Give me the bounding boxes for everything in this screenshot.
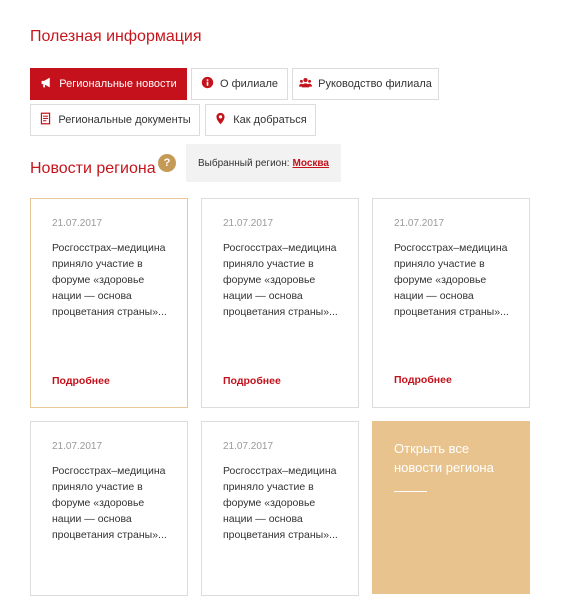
- tab-label: Руководство филиала: [318, 78, 432, 90]
- news-text: Росгосстрах–медицина приняло участие в форуме «здоровье нации — основа процветания страны»...: [52, 465, 167, 541]
- document-icon: [39, 112, 52, 128]
- news-card[interactable]: [201, 421, 359, 596]
- tab-regional-news[interactable]: [30, 68, 187, 100]
- info-icon: [201, 76, 214, 92]
- news-card[interactable]: [30, 421, 188, 596]
- map-pin-icon: [214, 112, 227, 128]
- open-all-news-label: Открыть все новости региона: [394, 441, 494, 475]
- read-more-link[interactable]: Подробнее: [223, 375, 281, 387]
- region-link[interactable]: Москва: [292, 157, 329, 169]
- news-section-title: Новости региона: [30, 160, 156, 177]
- news-text: Росгосстрах–медицина приняло участие в форуме «здоровье нации — основа процветания страны»...: [52, 242, 167, 318]
- read-more-link[interactable]: Подробнее: [52, 375, 110, 387]
- tab-label: Как добраться: [233, 114, 307, 126]
- section-title: Полезная информация: [30, 28, 202, 45]
- tab-how-to-get[interactable]: [205, 104, 316, 136]
- help-icon[interactable]: ?: [158, 154, 176, 172]
- megaphone-icon: [40, 76, 53, 92]
- tab-branch-management[interactable]: [292, 68, 439, 100]
- news-card[interactable]: [30, 198, 188, 408]
- people-icon: [299, 76, 312, 92]
- read-more-link[interactable]: Подробнее: [394, 374, 452, 386]
- open-all-news-button[interactable]: [372, 421, 530, 594]
- tab-label: О филиале: [219, 78, 279, 90]
- news-date: 21.07.2017: [52, 441, 103, 452]
- tab-label: Региональные документы: [58, 114, 191, 126]
- tab-regional-documents[interactable]: [30, 104, 200, 136]
- news-date: 21.07.2017: [223, 441, 274, 452]
- divider: [394, 491, 427, 492]
- region-selector: [186, 144, 341, 182]
- news-card[interactable]: [201, 198, 359, 408]
- news-text: Росгосстрах–медицина приняло участие в форуме «здоровье нации — основа процветания страны»...: [223, 242, 338, 318]
- tab-label: Региональные новости: [59, 78, 177, 90]
- news-date: 21.07.2017: [52, 218, 103, 229]
- news-date: 21.07.2017: [394, 218, 445, 229]
- news-text: Росгосстрах–медицина приняло участие в форуме «здоровье нации — основа процветания страны»...: [394, 242, 509, 318]
- region-label: Выбранный регион:: [198, 157, 290, 169]
- news-text: Росгосстрах–медицина приняло участие в форуме «здоровье нации — основа процветания страны»...: [223, 465, 338, 541]
- tab-about-branch[interactable]: [191, 68, 288, 100]
- news-date: 21.07.2017: [223, 218, 274, 229]
- news-card[interactable]: [372, 198, 530, 408]
